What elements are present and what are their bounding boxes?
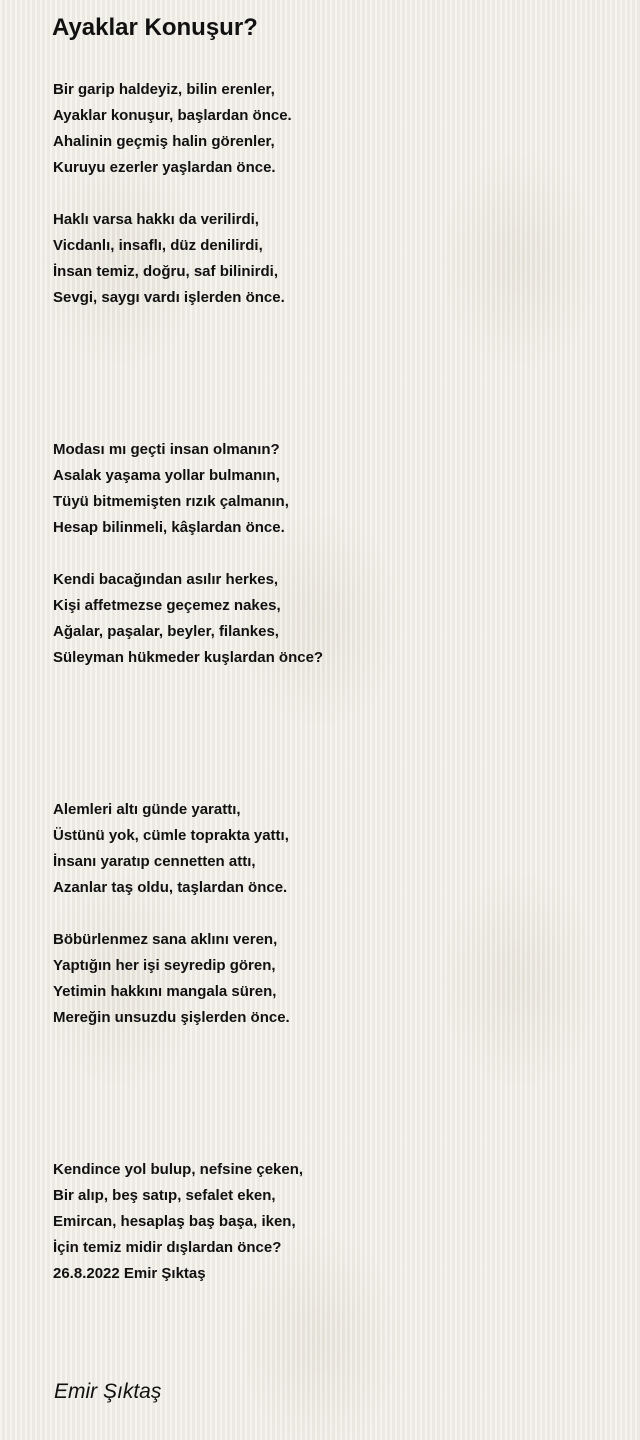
- poem-line: Mereğin unsuzdu şişlerden önce.: [53, 1009, 290, 1026]
- poem-line: Tüyü bitmemişten rızık çalmanın,: [53, 493, 289, 510]
- poem-line: Azanlar taş oldu, taşlardan önce.: [53, 879, 288, 896]
- poem-line: Kuruyu ezerler yaşlardan önce.: [53, 159, 276, 176]
- poem-line: İçin temiz midir dışlardan önce?: [53, 1239, 282, 1256]
- poem-line: Bir garip haldeyiz, bilin erenler,: [53, 81, 275, 98]
- poem-line: Kişi affetmezse geçemez nakes,: [53, 597, 281, 614]
- poem-line: Bir alıp, beş satıp, sefalet eken,: [53, 1187, 276, 1204]
- poem-line: Yaptığın her işi seyredip gören,: [53, 957, 276, 974]
- poem-line: Hesap bilinmeli, kâşlardan önce.: [53, 519, 285, 536]
- poem-line: Böbürlenmez sana aklını veren,: [53, 931, 278, 948]
- poem-title: Ayaklar Konuşur?: [52, 14, 258, 41]
- poem-line: Sevgi, saygı vardı işlerden önce.: [53, 289, 285, 306]
- poem-line: Süleyman hükmeder kuşlardan önce?: [53, 649, 324, 666]
- poem-line: Haklı varsa hakkı da verilirdi,: [53, 211, 259, 228]
- poem-line: Vicdanlı, insaflı, düz denilirdi,: [53, 237, 263, 254]
- poem-date-signature: 26.8.2022 Emir Şıktaş: [53, 1265, 206, 1282]
- poem-line: Üstünü yok, cümle toprakta yattı,: [53, 827, 289, 844]
- poem-line: Kendince yol bulup, nefsine çeken,: [53, 1161, 304, 1178]
- author-name: Emir Şıktaş: [54, 1380, 162, 1403]
- poem-line: Ahalinin geçmiş halin görenler,: [53, 133, 275, 150]
- poem-line: Yetimin hakkını mangala süren,: [53, 983, 277, 1000]
- poem-line: Asalak yaşama yollar bulmanın,: [53, 467, 280, 484]
- poem-line: Ayaklar konuşur, başlardan önce.: [53, 107, 292, 124]
- poem-line: Ağalar, paşalar, beyler, filankes,: [53, 623, 279, 640]
- poem-line: Kendi bacağından asılır herkes,: [53, 571, 279, 588]
- poem-line: İnsan temiz, doğru, saf bilinirdi,: [53, 263, 279, 280]
- poem-line: Emircan, hesaplaş baş başa, iken,: [53, 1213, 296, 1230]
- poem-line: Alemleri altı günde yarattı,: [53, 801, 241, 818]
- poem-line: İnsanı yaratıp cennetten attı,: [53, 853, 256, 870]
- poem-line: Modası mı geçti insan olmanın?: [53, 441, 280, 458]
